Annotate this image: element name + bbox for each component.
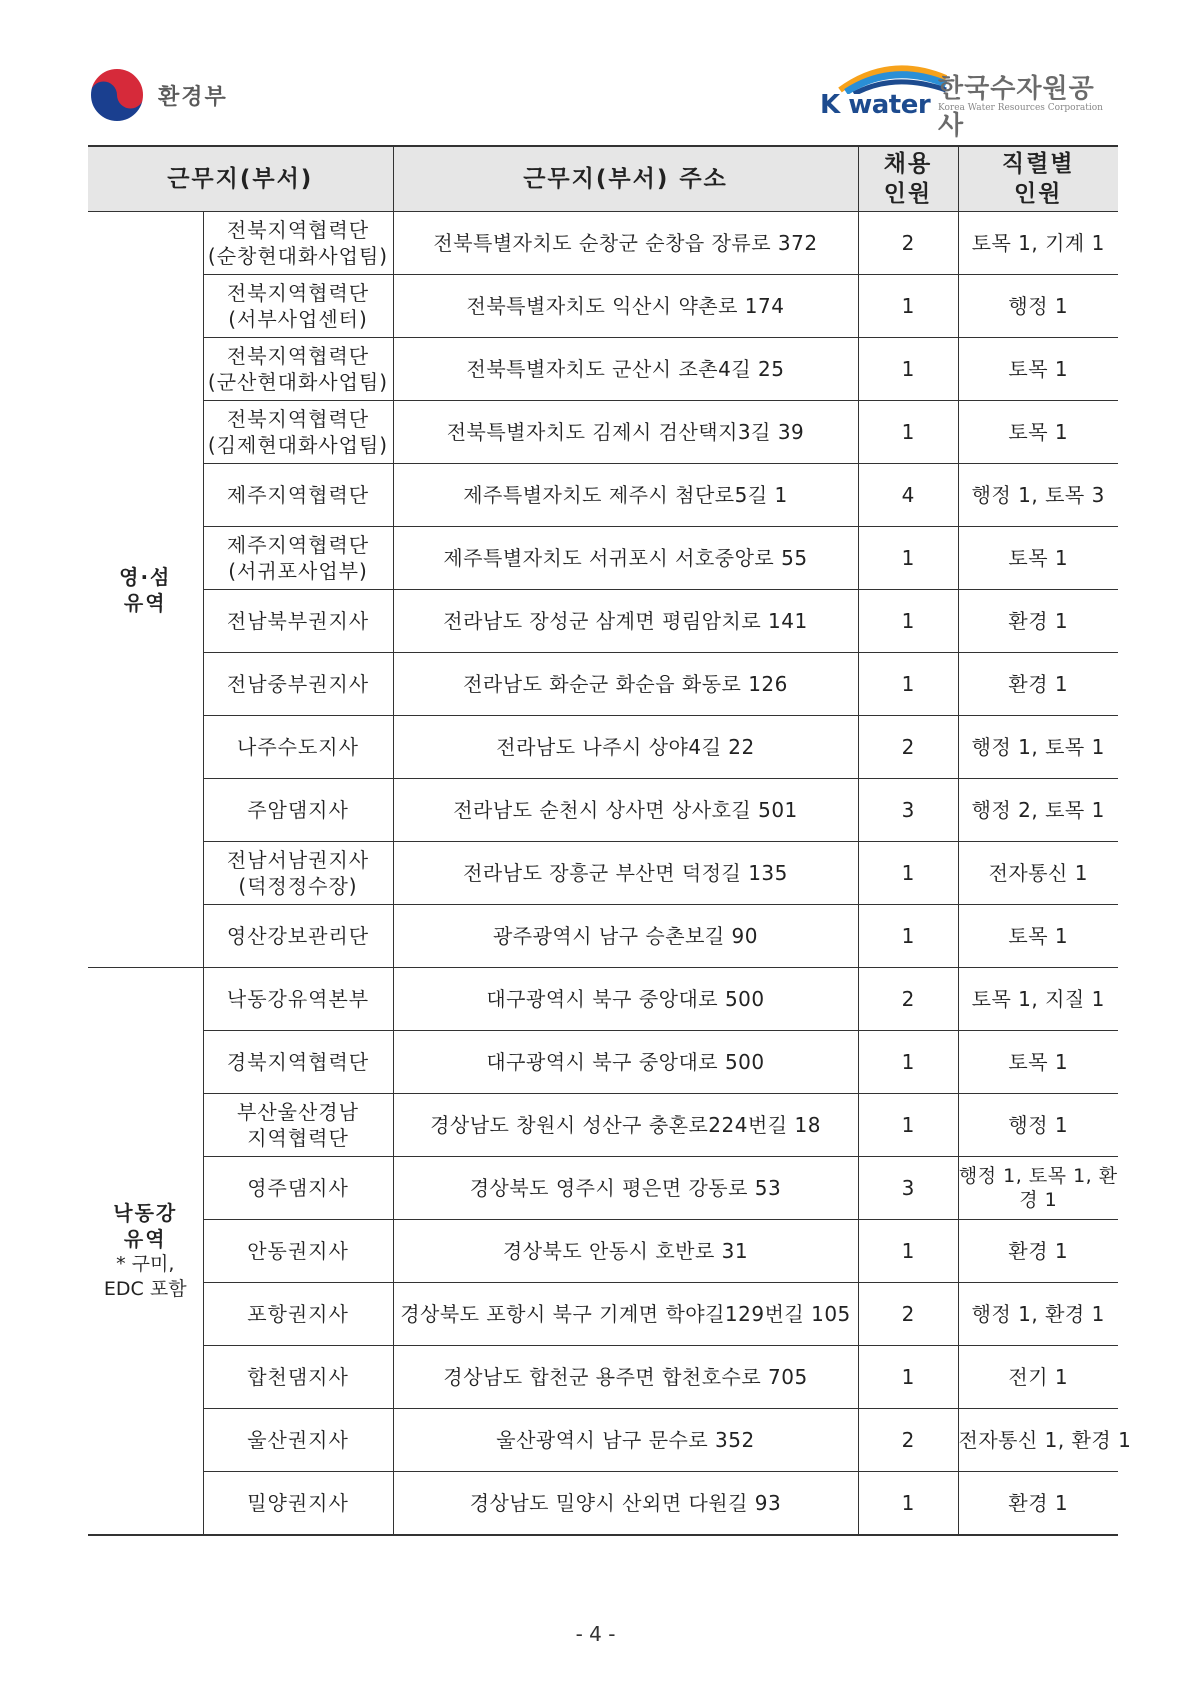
job-breakdown-cell: 행정 1 — [958, 1094, 1118, 1157]
address-cell: 전라남도 장흥군 부산면 덕정길 135 — [393, 842, 858, 905]
table-row — [88, 653, 1118, 716]
dept-name: 영산강보관리단 — [226, 924, 370, 948]
recruitment-location-table — [88, 145, 1132, 1536]
job-breakdown-cell: 토목 1 — [958, 905, 1118, 968]
dept-cell — [203, 968, 393, 1031]
dept-subname: (서부사업센터) — [228, 307, 368, 331]
dept-cell — [203, 1283, 393, 1346]
page-number: - 4 - — [575, 1622, 616, 1646]
dept-name: 울산권지사 — [247, 1428, 349, 1452]
dept-subname: (덕정정수장) — [238, 874, 358, 898]
table-row — [88, 590, 1118, 653]
address-cell: 경상북도 영주시 평은면 강동로 53 — [393, 1157, 858, 1220]
dept-cell — [203, 590, 393, 653]
dept-name: 영주댐지사 — [247, 1176, 349, 1200]
job-breakdown-cell: 행정 1, 토목 1, 환경 1 — [958, 1157, 1118, 1220]
dept-cell — [203, 653, 393, 716]
job-breakdown-cell: 토목 1 — [958, 1031, 1118, 1094]
hire-count-cell: 1 — [858, 1346, 958, 1409]
address-cell: 경상남도 밀양시 산외면 다원길 93 — [393, 1472, 858, 1536]
dept-subname: (김제현대화사업팀) — [207, 433, 389, 457]
hire-count-cell: 1 — [858, 275, 958, 338]
dept-cell — [203, 527, 393, 590]
table-row — [88, 401, 1118, 464]
address-cell: 제주특별자치도 서귀포시 서호중앙로 55 — [393, 527, 858, 590]
address-cell: 경상남도 창원시 성산구 충혼로224번길 18 — [393, 1094, 858, 1157]
address-cell: 대구광역시 북구 중앙대로 500 — [393, 1031, 858, 1094]
region-name-line2: 유역 — [123, 1227, 167, 1251]
hire-count-cell: 1 — [858, 1472, 958, 1536]
hire-count-cell: 4 — [858, 464, 958, 527]
header-by-job: 직렬별 인원 — [958, 146, 1118, 212]
address-cell: 전라남도 순천시 상사면 상사호길 501 — [393, 779, 858, 842]
job-breakdown-cell: 토목 1 — [958, 338, 1118, 401]
region-name-line1: 낙동강 — [113, 1201, 178, 1225]
dept-cell — [203, 779, 393, 842]
hire-count-cell: 1 — [858, 1220, 958, 1283]
region-name-line1: 영·섬 — [119, 564, 172, 589]
table-row — [88, 338, 1118, 401]
job-breakdown-cell: 전자통신 1, 환경 1 — [958, 1409, 1118, 1472]
table-row — [88, 716, 1118, 779]
dept-cell — [203, 1094, 393, 1157]
address-cell: 전북특별자치도 군산시 조촌4길 25 — [393, 338, 858, 401]
hire-count-cell: 1 — [858, 590, 958, 653]
kwater-wave-icon — [834, 60, 954, 94]
job-breakdown-cell: 환경 1 — [958, 590, 1118, 653]
header-workplace: 근무지(부서) — [88, 146, 393, 212]
hire-count-cell: 3 — [858, 1157, 958, 1220]
kwater-logo — [820, 60, 1120, 141]
dept-subname: (군산현대화사업팀) — [207, 370, 389, 394]
dept-cell — [203, 905, 393, 968]
dept-name: 전남북부권지사 — [226, 609, 370, 633]
dept-name: 경북지역협력단 — [226, 1050, 370, 1074]
region-note-line2: EDC 포함 — [103, 1278, 187, 1300]
region-cell — [88, 968, 203, 1536]
job-breakdown-cell: 토목 1, 기계 1 — [958, 212, 1118, 275]
dept-cell — [203, 1409, 393, 1472]
address-cell: 울산광역시 남구 문수로 352 — [393, 1409, 858, 1472]
table-row — [88, 1346, 1118, 1409]
dept-subname: (순창현대화사업팀) — [207, 244, 389, 268]
job-breakdown-cell: 행정 1 — [958, 275, 1118, 338]
dept-cell — [203, 1346, 393, 1409]
dept-name: 전북지역협력단 — [226, 218, 370, 242]
table-row — [88, 1283, 1118, 1346]
job-breakdown-cell: 토목 1 — [958, 527, 1118, 590]
dept-name: 전남중부권지사 — [226, 672, 370, 696]
kwater-logo-text: K water — [820, 90, 931, 120]
table-row — [88, 1472, 1118, 1536]
dept-name: 포항권지사 — [247, 1302, 349, 1326]
dept-cell — [203, 716, 393, 779]
address-cell: 전라남도 장성군 삼계면 평림암치로 141 — [393, 590, 858, 653]
job-breakdown-cell: 환경 1 — [958, 653, 1118, 716]
region-note-line1: * 구미, — [116, 1253, 175, 1275]
corp-name-en: Korea Water Resources Corporation — [938, 103, 1103, 113]
taegeuk-emblem-icon — [88, 66, 146, 124]
dept-subname: 지역협력단 — [247, 1126, 349, 1150]
address-cell: 전북특별자치도 익산시 약촌로 174 — [393, 275, 858, 338]
hire-count-cell: 3 — [858, 779, 958, 842]
job-breakdown-cell: 행정 1, 환경 1 — [958, 1283, 1118, 1346]
hire-count-cell: 1 — [858, 1094, 958, 1157]
table-row — [88, 1409, 1118, 1472]
address-cell: 경상남도 합천군 용주면 합천호수로 705 — [393, 1346, 858, 1409]
table-row — [88, 212, 1118, 275]
dept-name: 나주수도지사 — [237, 735, 359, 759]
dept-cell — [203, 338, 393, 401]
table-row — [88, 842, 1118, 905]
dept-name: 제주지역협력단 — [226, 483, 370, 507]
job-breakdown-cell: 토목 1, 지질 1 — [958, 968, 1118, 1031]
dept-cell — [203, 842, 393, 905]
hire-count-cell: 2 — [858, 968, 958, 1031]
dept-name: 주암댐지사 — [247, 798, 349, 822]
job-breakdown-cell: 토목 1 — [958, 401, 1118, 464]
hire-count-cell: 2 — [858, 1409, 958, 1472]
dept-name: 밀양권지사 — [247, 1491, 349, 1515]
job-breakdown-cell: 전자통신 1 — [958, 842, 1118, 905]
job-breakdown-cell: 행정 1, 토목 1 — [958, 716, 1118, 779]
table-row — [88, 1094, 1118, 1157]
hire-count-cell: 1 — [858, 842, 958, 905]
address-cell: 전북특별자치도 순창군 순창읍 장류로 372 — [393, 212, 858, 275]
ministry-logo — [88, 60, 228, 130]
header-address: 근무지(부서) 주소 — [393, 146, 858, 212]
dept-name: 안동권지사 — [247, 1239, 349, 1263]
table-row — [88, 464, 1118, 527]
hire-count-cell: 1 — [858, 653, 958, 716]
table-row — [88, 1031, 1118, 1094]
address-cell: 전라남도 화순군 화순읍 화동로 126 — [393, 653, 858, 716]
dept-name: 전남서남권지사 — [226, 848, 370, 872]
dept-cell — [203, 401, 393, 464]
hire-count-cell: 2 — [858, 1283, 958, 1346]
dept-cell — [203, 275, 393, 338]
hire-count-cell: 1 — [858, 527, 958, 590]
dept-name: 부산울산경남 — [237, 1100, 359, 1124]
ministry-logo-text: 환경부 — [158, 84, 228, 110]
address-cell: 광주광역시 남구 승촌보길 90 — [393, 905, 858, 968]
hire-count-cell: 1 — [858, 1031, 958, 1094]
table-row — [88, 527, 1118, 590]
hire-count-cell: 2 — [858, 716, 958, 779]
dept-name: 전북지역협력단 — [226, 344, 370, 368]
dept-cell — [203, 1157, 393, 1220]
address-cell: 전라남도 나주시 상야4길 22 — [393, 716, 858, 779]
hire-count-cell: 2 — [858, 212, 958, 275]
region-name-line2: 유역 — [123, 590, 167, 615]
address-cell: 제주특별자치도 제주시 첨단로5길 1 — [393, 464, 858, 527]
job-breakdown-cell: 행정 2, 토목 1 — [958, 779, 1118, 842]
table-row — [88, 1157, 1118, 1220]
hire-count-cell: 1 — [858, 905, 958, 968]
address-cell: 경상북도 안동시 호반로 31 — [393, 1220, 858, 1283]
dept-subname: (서귀포사업부) — [228, 559, 368, 583]
table-row — [88, 968, 1118, 1031]
job-breakdown-cell: 전기 1 — [958, 1346, 1118, 1409]
hire-count-cell: 1 — [858, 338, 958, 401]
job-breakdown-cell: 행정 1, 토목 3 — [958, 464, 1118, 527]
job-breakdown-cell: 환경 1 — [958, 1220, 1118, 1283]
dept-cell — [203, 212, 393, 275]
address-cell: 경상북도 포항시 북구 기계면 학야길129번길 105 — [393, 1283, 858, 1346]
dept-cell — [203, 1031, 393, 1094]
address-cell: 대구광역시 북구 중앙대로 500 — [393, 968, 858, 1031]
dept-cell — [203, 1472, 393, 1536]
dept-cell — [203, 1220, 393, 1283]
dept-name: 전북지역협력단 — [226, 407, 370, 431]
job-breakdown-cell: 환경 1 — [958, 1472, 1118, 1536]
region-cell — [88, 212, 203, 968]
dept-name: 제주지역협력단 — [226, 533, 370, 557]
dept-name: 전북지역협력단 — [226, 281, 370, 305]
table-row — [88, 905, 1118, 968]
table-row — [88, 779, 1118, 842]
header-hires: 채용 인원 — [858, 146, 958, 212]
corp-name-kr: 한국수자원공사 — [938, 74, 1095, 141]
dept-cell — [203, 464, 393, 527]
table-row — [88, 275, 1118, 338]
table-header-row — [88, 146, 1118, 212]
hire-count-cell: 1 — [858, 401, 958, 464]
table-row — [88, 1220, 1118, 1283]
dept-name: 합천댐지사 — [247, 1365, 349, 1389]
dept-name: 낙동강유역본부 — [226, 987, 370, 1011]
address-cell: 전북특별자치도 김제시 검산택지3길 39 — [393, 401, 858, 464]
